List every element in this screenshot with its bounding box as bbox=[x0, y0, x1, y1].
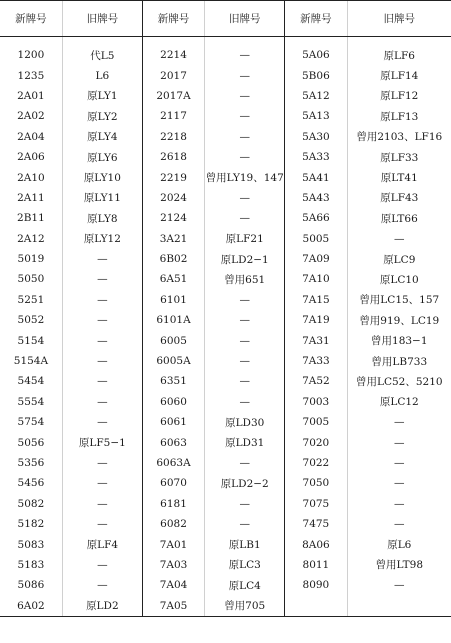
cell-new-grade-2: 2124 bbox=[142, 208, 204, 228]
cell-old-grade-2: — bbox=[205, 453, 285, 473]
cell-old-grade-2: 原LF21 bbox=[205, 229, 285, 249]
table-row bbox=[0, 555, 451, 575]
cell-old-grade-1: — bbox=[62, 555, 142, 575]
cell-old-grade-2: — bbox=[205, 330, 285, 350]
cell-new-grade-1: 2A10 bbox=[17, 171, 45, 184]
cell-old-grade-2: — bbox=[205, 494, 285, 514]
cell-new-grade-2: 6101A bbox=[142, 310, 204, 330]
cell-new-grade-3: 5A41 bbox=[285, 167, 347, 187]
table-row bbox=[0, 453, 451, 473]
cell-new-grade-2: 7A05 bbox=[142, 596, 204, 617]
header-old-grade-2: 旧牌号 bbox=[205, 1, 285, 37]
table-row bbox=[0, 127, 451, 147]
table-row bbox=[0, 65, 451, 85]
cell-new-grade-1: 2A06 bbox=[17, 151, 45, 164]
cell-old-grade-2: — bbox=[205, 45, 285, 65]
spacer-row bbox=[0, 37, 451, 46]
cell-new-grade-1: 5154 bbox=[17, 334, 45, 347]
cell-old-grade-2: — bbox=[205, 290, 285, 310]
cell-new-grade-1: 5356 bbox=[17, 457, 45, 469]
cell-old-grade-2: — bbox=[205, 392, 285, 412]
table-row bbox=[0, 473, 451, 493]
cell-new-grade-1: 5050 bbox=[17, 273, 45, 286]
cell-old-grade-3: 曾用2103、LF16 bbox=[347, 127, 451, 147]
cell-old-grade-1: — bbox=[62, 453, 142, 473]
cell-new-grade-3: 5A33 bbox=[285, 147, 347, 167]
table-row bbox=[0, 167, 451, 187]
cell-old-grade-2: 曾用LY19、147 bbox=[205, 167, 285, 187]
cell-old-grade-3: — bbox=[347, 514, 451, 534]
cell-new-grade-1: 5083 bbox=[17, 538, 45, 551]
cell-new-grade-3: 7A33 bbox=[285, 351, 347, 371]
cell-new-grade-3: 7020 bbox=[285, 432, 347, 452]
cell-new-grade-2: 6005 bbox=[142, 330, 204, 350]
cell-new-grade-2: 2017 bbox=[142, 65, 204, 85]
cell-new-grade-3: 7475 bbox=[285, 514, 347, 534]
table-header bbox=[0, 1, 451, 37]
cell-new-grade-3: 8011 bbox=[285, 555, 347, 575]
cell-old-grade-3: 原L6 bbox=[347, 534, 451, 554]
table-row bbox=[0, 106, 451, 126]
cell-old-grade-3: — bbox=[347, 494, 451, 514]
cell-old-grade-1: 原LY12 bbox=[62, 229, 142, 249]
cell-old-grade-1: — bbox=[62, 371, 142, 391]
cell-old-grade-3: — bbox=[347, 473, 451, 493]
cell-old-grade-2: 原LB1 bbox=[205, 534, 285, 554]
cell-new-grade-3: 7A10 bbox=[285, 269, 347, 289]
cell-old-grade-2: 原LD2−2 bbox=[205, 473, 285, 493]
cell-new-grade-1: 2A04 bbox=[17, 130, 45, 143]
cell-new-grade-2: 3A21 bbox=[142, 229, 204, 249]
spacer-cell bbox=[285, 37, 347, 46]
cell-old-grade-3: — bbox=[347, 229, 451, 249]
cell-old-grade-3: 原LF43 bbox=[347, 188, 451, 208]
spacer-cell bbox=[347, 37, 451, 46]
cell-old-grade-3: 原LF6 bbox=[347, 45, 451, 65]
cell-new-grade-1: 5052 bbox=[17, 314, 45, 327]
cell-old-grade-3: 曾用919、LC19 bbox=[347, 310, 451, 330]
cell-new-grade-1: 6A02 bbox=[0, 596, 62, 617]
cell-old-grade-2: — bbox=[205, 127, 285, 147]
cell-old-grade-1: 原LY4 bbox=[62, 127, 142, 147]
cell-new-grade-1: 2A12 bbox=[17, 232, 45, 245]
cell-old-grade-2: 原LD2−1 bbox=[205, 249, 285, 269]
cell-new-grade-2: 6063 bbox=[142, 432, 204, 452]
header-old-grade-3: 旧牌号 bbox=[347, 1, 451, 37]
cell-old-grade-1: — bbox=[62, 494, 142, 514]
table-row bbox=[0, 229, 451, 249]
table-body bbox=[0, 37, 451, 617]
table-row bbox=[0, 208, 451, 228]
cell-new-grade-2: 2024 bbox=[142, 188, 204, 208]
cell-new-grade-3 bbox=[285, 596, 347, 617]
cell-new-grade-1: 2A11 bbox=[17, 191, 45, 204]
cell-old-grade-1: 原LY11 bbox=[62, 188, 142, 208]
cell-new-grade-3: 5B06 bbox=[285, 65, 347, 85]
table-row bbox=[0, 351, 451, 371]
cell-new-grade-3: 5A06 bbox=[285, 45, 347, 65]
cell-old-grade-1: — bbox=[62, 392, 142, 412]
cell-new-grade-3: 7A09 bbox=[285, 249, 347, 269]
cell-new-grade-1: 5154A bbox=[13, 355, 49, 368]
cell-new-grade-1: 5454 bbox=[17, 375, 45, 388]
cell-old-grade-3: — bbox=[347, 453, 451, 473]
cell-new-grade-1: 2B11 bbox=[17, 212, 45, 225]
cell-new-grade-3: 5A30 bbox=[285, 127, 347, 147]
cell-new-grade-1: 1200 bbox=[17, 49, 45, 62]
table-row bbox=[0, 494, 451, 514]
table-row bbox=[0, 432, 451, 452]
cell-old-grade-2: 曾用705 bbox=[205, 596, 285, 617]
cell-old-grade-2: 原LC3 bbox=[205, 555, 285, 575]
cell-old-grade-3: 曾用LC52、5210 bbox=[347, 371, 451, 391]
table-row bbox=[0, 269, 451, 289]
cell-new-grade-3: 5A66 bbox=[285, 208, 347, 228]
table-row bbox=[0, 249, 451, 269]
cell-old-grade-1: 代L5 bbox=[62, 45, 142, 65]
cell-new-grade-2: 2618 bbox=[142, 147, 204, 167]
cell-old-grade-1: — bbox=[62, 269, 142, 289]
cell-new-grade-2: 2017A bbox=[142, 86, 204, 106]
cell-old-grade-2: — bbox=[205, 106, 285, 126]
cell-new-grade-1: 5554 bbox=[17, 395, 45, 408]
table-row bbox=[0, 310, 451, 330]
table-row bbox=[0, 412, 451, 432]
cell-old-grade-3: 原LT41 bbox=[347, 167, 451, 187]
cell-old-grade-3: 原LF12 bbox=[347, 86, 451, 106]
cell-new-grade-1: 5183 bbox=[17, 558, 45, 571]
cell-new-grade-1: 5182 bbox=[17, 518, 45, 531]
cell-new-grade-2: 6351 bbox=[142, 371, 204, 391]
cell-new-grade-3: 5A43 bbox=[285, 188, 347, 208]
cell-old-grade-3: 曾用LB733 bbox=[347, 351, 451, 371]
cell-new-grade-3: 7022 bbox=[285, 453, 347, 473]
spacer-cell bbox=[0, 37, 62, 46]
cell-old-grade-3: 原LC10 bbox=[347, 269, 451, 289]
cell-new-grade-2: 6101 bbox=[142, 290, 204, 310]
cell-old-grade-2: — bbox=[205, 147, 285, 167]
cell-new-grade-2: 6B02 bbox=[142, 249, 204, 269]
table-row bbox=[0, 147, 451, 167]
cell-old-grade-1: — bbox=[62, 310, 142, 330]
cell-new-grade-3: 7003 bbox=[285, 392, 347, 412]
header-new-grade-2: 新牌号 bbox=[142, 1, 204, 37]
cell-old-grade-1: — bbox=[62, 514, 142, 534]
spacer-cell bbox=[62, 37, 142, 46]
cell-old-grade-2: — bbox=[205, 65, 285, 85]
cell-new-grade-3: 5A12 bbox=[285, 86, 347, 106]
header-row bbox=[0, 1, 451, 37]
cell-new-grade-1: 5082 bbox=[17, 497, 45, 510]
cell-old-grade-1: L6 bbox=[62, 65, 142, 85]
cell-old-grade-2: — bbox=[205, 86, 285, 106]
table-row bbox=[0, 45, 451, 65]
cell-new-grade-3: 8090 bbox=[285, 575, 347, 595]
cell-old-grade-3: 曾用183−1 bbox=[347, 330, 451, 350]
table-row bbox=[0, 330, 451, 350]
cell-new-grade-1: 2A01 bbox=[17, 89, 45, 102]
cell-new-grade-2: 6063A bbox=[142, 453, 204, 473]
cell-old-grade-2: — bbox=[205, 351, 285, 371]
header-new-grade-1: 新牌号 bbox=[0, 1, 62, 37]
cell-new-grade-1: 2A02 bbox=[17, 110, 45, 123]
cell-old-grade-1: — bbox=[62, 249, 142, 269]
cell-old-grade-3: — bbox=[347, 575, 451, 595]
cell-new-grade-2: 7A01 bbox=[142, 534, 204, 554]
cell-new-grade-3: 7A19 bbox=[285, 310, 347, 330]
cell-old-grade-3: 曾用LT98 bbox=[347, 555, 451, 575]
cell-old-grade-2: — bbox=[205, 371, 285, 391]
cell-old-grade-1: 原LY8 bbox=[62, 208, 142, 228]
cell-old-grade-2: — bbox=[205, 208, 285, 228]
cell-new-grade-3: 7A52 bbox=[285, 371, 347, 391]
cell-new-grade-2: 2218 bbox=[142, 127, 204, 147]
cell-new-grade-1: 5056 bbox=[17, 436, 45, 449]
cell-new-grade-2: 6181 bbox=[142, 494, 204, 514]
cell-new-grade-3: 5005 bbox=[285, 229, 347, 249]
cell-old-grade-2: 原LC4 bbox=[205, 575, 285, 595]
table-row bbox=[0, 188, 451, 208]
cell-new-grade-3: 7A31 bbox=[285, 330, 347, 350]
cell-new-grade-2: 6082 bbox=[142, 514, 204, 534]
header-old-grade-1: 旧牌号 bbox=[62, 1, 142, 37]
cell-old-grade-1: 原LY1 bbox=[62, 86, 142, 106]
cell-old-grade-1: — bbox=[62, 575, 142, 595]
cell-old-grade-1: — bbox=[62, 290, 142, 310]
cell-old-grade-1: — bbox=[62, 473, 142, 493]
cell-old-grade-1: 原LD2 bbox=[62, 596, 142, 617]
cell-old-grade-3: 原LC9 bbox=[347, 249, 451, 269]
cell-old-grade-3: 原LT66 bbox=[347, 208, 451, 228]
cell-old-grade-3: 原LC12 bbox=[347, 392, 451, 412]
cell-new-grade-2: 6061 bbox=[142, 412, 204, 432]
cell-old-grade-1: 原LY10 bbox=[62, 167, 142, 187]
table-row bbox=[0, 392, 451, 412]
cell-new-grade-1: 5251 bbox=[17, 293, 45, 306]
cell-old-grade-3 bbox=[347, 596, 451, 617]
cell-old-grade-1: — bbox=[62, 351, 142, 371]
cell-old-grade-2: 原LD31 bbox=[205, 432, 285, 452]
cell-new-grade-2: 6070 bbox=[142, 473, 204, 493]
cell-old-grade-3: 原LF14 bbox=[347, 65, 451, 85]
cell-new-grade-1: 1235 bbox=[17, 69, 45, 82]
cell-new-grade-2: 2214 bbox=[142, 45, 204, 65]
table-row bbox=[0, 534, 451, 554]
cell-old-grade-1: — bbox=[62, 330, 142, 350]
cell-old-grade-2: — bbox=[205, 310, 285, 330]
table-row bbox=[0, 575, 451, 595]
cell-old-grade-3: 原LF33 bbox=[347, 147, 451, 167]
cell-new-grade-2: 7A04 bbox=[142, 575, 204, 595]
header-new-grade-3: 新牌号 bbox=[285, 1, 347, 37]
cell-old-grade-1: 原LF4 bbox=[62, 534, 142, 554]
cell-old-grade-2: 原LD30 bbox=[205, 412, 285, 432]
cell-old-grade-1: — bbox=[62, 412, 142, 432]
cell-new-grade-2: 6005A bbox=[142, 351, 204, 371]
cell-new-grade-3: 7050 bbox=[285, 473, 347, 493]
cell-new-grade-2: 7A03 bbox=[142, 555, 204, 575]
cell-new-grade-2: 2117 bbox=[142, 106, 204, 126]
table-row bbox=[0, 290, 451, 310]
table-row bbox=[0, 86, 451, 106]
spacer-cell bbox=[205, 37, 285, 46]
cell-old-grade-1: 原LY2 bbox=[62, 106, 142, 126]
cell-old-grade-2: — bbox=[205, 188, 285, 208]
cell-old-grade-2: — bbox=[205, 514, 285, 534]
spacer-cell bbox=[142, 37, 204, 46]
cell-new-grade-2: 6A51 bbox=[142, 269, 204, 289]
cell-new-grade-3: 7005 bbox=[285, 412, 347, 432]
cell-old-grade-3: — bbox=[347, 432, 451, 452]
cell-new-grade-3: 5A13 bbox=[285, 106, 347, 126]
cell-old-grade-1: 原LF5−1 bbox=[62, 432, 142, 452]
cell-old-grade-1: 原LY6 bbox=[62, 147, 142, 167]
cell-new-grade-1: 5019 bbox=[17, 253, 45, 266]
cell-old-grade-3: 原LF13 bbox=[347, 106, 451, 126]
table-row bbox=[0, 514, 451, 534]
cell-new-grade-3: 8A06 bbox=[285, 534, 347, 554]
cell-new-grade-1: 5086 bbox=[17, 579, 45, 592]
cell-new-grade-3: 7075 bbox=[285, 494, 347, 514]
cell-old-grade-3: — bbox=[347, 412, 451, 432]
table-row bbox=[0, 371, 451, 391]
cell-new-grade-1: 5754 bbox=[17, 416, 45, 429]
cell-new-grade-2: 2219 bbox=[142, 167, 204, 187]
cell-new-grade-1: 5456 bbox=[17, 477, 45, 490]
cell-new-grade-2: 6060 bbox=[142, 392, 204, 412]
cell-old-grade-2: 曾用651 bbox=[205, 269, 285, 289]
cell-old-grade-3: 曾用LC15、157 bbox=[347, 290, 451, 310]
table-row bbox=[0, 596, 451, 617]
cell-new-grade-3: 7A15 bbox=[285, 290, 347, 310]
